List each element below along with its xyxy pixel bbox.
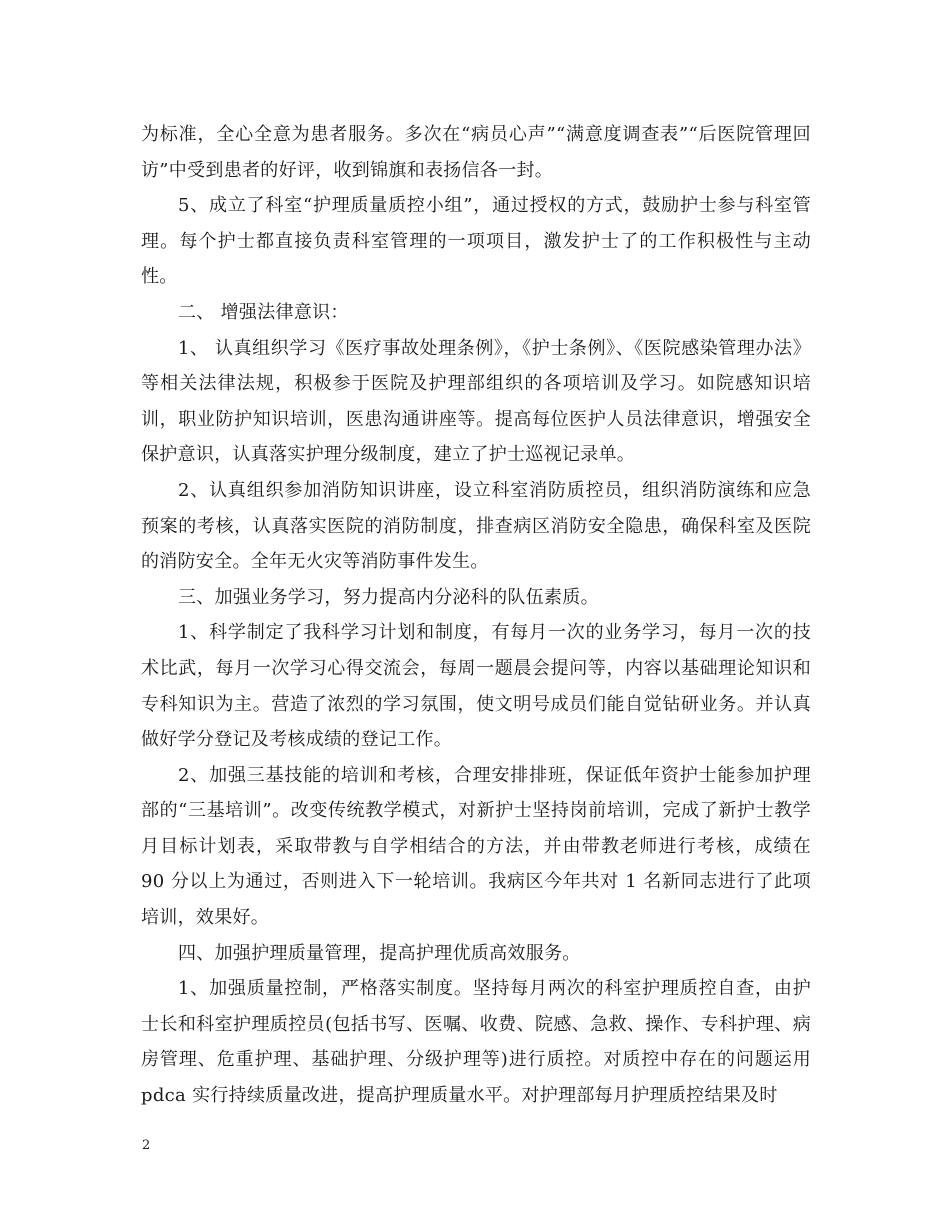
paragraph-7: 1、加强质量控制，严格落实制度。坚持每月两次的科室护理质控自查，由护士长和科室护理质控员(包括书写、医嘱、收费、院感、急救、操作、专科护理、病房管理、危重护理、基础护理、分级护理等)进行质控。对质控中存在的问题运用 pdca 实行持续质量改进，提高护理质量水平。对护理部每月护理质控结果及时 [141, 978, 811, 1107]
paragraph-4: 2、认真组织参加消防知识讲座，设立科室消防质控员，组织消防演练和应急预案的考核，认真落实医院的消防制度，排查病区消防安全隐患，确保科室及医院的消防安全。全年无火灾等消防事件发生。 [141, 479, 811, 573]
page-number: 2 [142, 1138, 151, 1153]
section-heading-4: 四、加强护理质量管理，提高护理优质高效服务。 [178, 942, 581, 964]
document-body [141, 117, 811, 1114]
section-heading-2: 二、 增强法律意识： [178, 301, 349, 323]
paragraph-3: 1、 认真组织学习《医疗事故处理条例》，《护士条例》、《医院感染管理办法》等相关法律法规，积极参于医院及护理部组织的各项培训及学习。如院感知识培训，职业防护知识培训，医患沟通讲座等。提高每位医护人员法律意识，增强安全保护意识，认真落实护理分级制度，建立了护士巡视记录单。 [141, 337, 811, 466]
paragraph-5: 1、科学制定了我科学习计划和制度，有每月一次的业务学习，每月一次的技术比武，每月一次学习心得交流会，每周一题晨会提问等，内容以基础理论知识和专科知识为主。营造了浓烈的学习氛围，使文明号成员们能自觉钻研业务。并认真做好学分登记及考核成绩的登记工作。 [141, 622, 811, 751]
section-heading-3: 三、加强业务学习，努力提高内分泌科的队伍素质。 [178, 586, 599, 608]
paragraph-6: 2、加强三基技能的培训和考核，合理安排排班，保证低年资护士能参加护理部的“三基培训”。改变传统教学模式，对新护士坚持岗前培训，完成了新护士教学月目标计划表，采取带教与自学相结合的方法，并由带教老师进行考核，成绩在 90 分以上为通过，否则进入下一轮培训。我病区今年共对 1 名新同志进行了此项培训，效果好。 [141, 764, 811, 929]
paragraph-1: 为标准，全心全意为患者服务。多次在“病员心声”“满意度调查表”“后医院管理回访”中受到患者的好评，收到锦旗和表扬信各一封。 [141, 124, 811, 181]
paragraph-2: 5、成立了科室“护理质量质控小组”，通过授权的方式，鼓励护士参与科室管理。每个护士都直接负责科室管理的一项项目，激发护士了的工作积极性与主动性。 [141, 195, 811, 288]
